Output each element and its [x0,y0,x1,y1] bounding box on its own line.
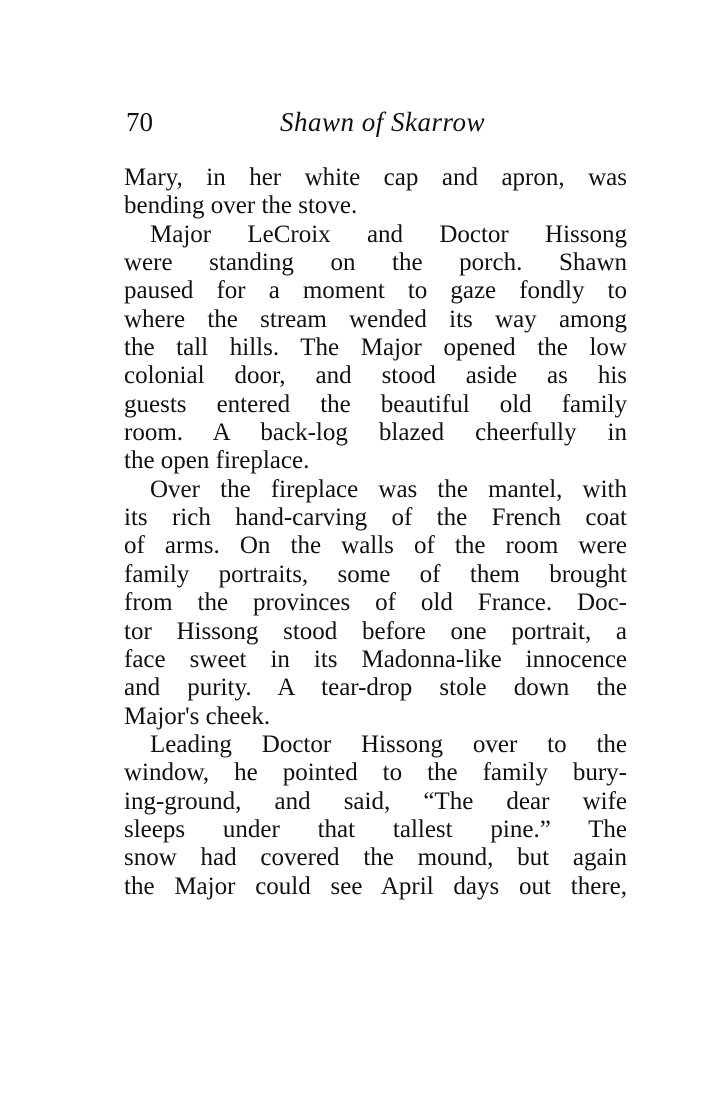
text-line: bending over the stove. [124,192,358,220]
text-line: the open fireplace. [124,447,310,475]
text-line: tor Hissong stood before one portrait, a [124,617,627,645]
text-line: paused for a moment to gaze fondly to [124,277,627,305]
text-line: of arms. On the walls of the room were [124,532,627,560]
text-line: its rich hand-carving of the French coat [124,504,627,532]
text-line: guests entered the beautiful old family [124,390,627,418]
text-line: the Major could see April days out there, [124,872,627,900]
text-line: sleeps under that tallest pine.” The [124,815,627,843]
page-header [126,102,626,142]
text-line: colonial door, and stood aside as his [124,362,627,390]
text-line: from the provinces of old France. Doc- [124,589,627,617]
text-line: window, he pointed to the family bury- [124,759,627,787]
text-line: ing-ground, and said, “The dear wife [124,787,627,815]
body-text [124,164,627,901]
text-line: were standing on the porch. Shawn [124,249,627,277]
running-title: Shawn of Skarrow [280,107,486,137]
text-line: Major LeCroix and Doctor Hissong [150,220,627,248]
text-line: where the stream wended its way among [124,305,627,333]
text-line: room. A back-log blazed cheerfully in [124,419,627,447]
text-line: family portraits, some of them brought [124,560,627,588]
text-line: Leading Doctor Hissong over to the [150,730,627,758]
text-line: snow had covered the mound, but again [124,844,627,872]
text-line: Over the fireplace was the mantel, with [150,475,627,503]
text-line: face sweet in its Madonna-like innocence [124,645,627,673]
text-line: the tall hills. The Major opened the low [124,334,627,362]
text-line: and purity. A tear-drop stole down the [124,674,627,702]
text-line: Mary, in her white cap and apron, was [124,164,627,191]
text-line: Major's cheek. [124,702,271,730]
page-number: 70 [126,107,153,137]
